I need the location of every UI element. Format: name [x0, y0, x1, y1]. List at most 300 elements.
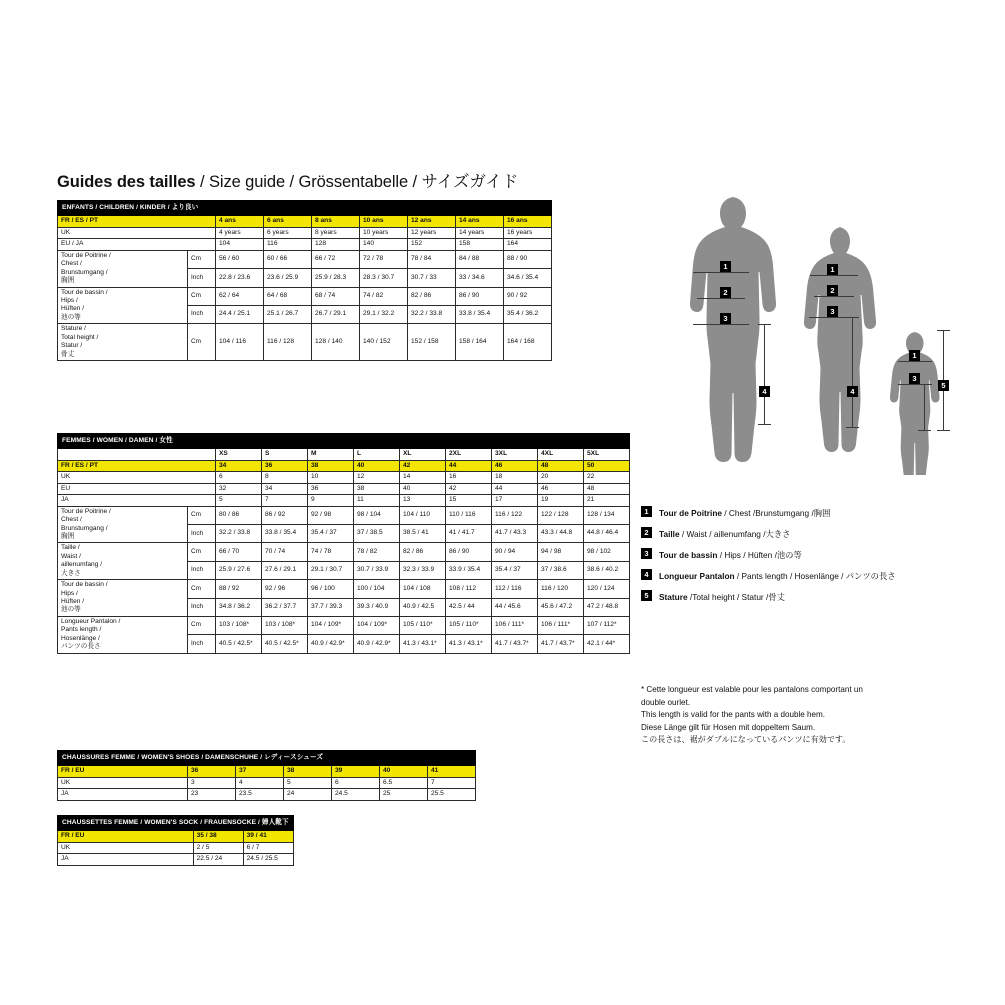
- table-cell: 24.5: [332, 789, 380, 800]
- women-shoes-table-header: [58, 751, 476, 766]
- table-cell: 6: [332, 777, 380, 788]
- table-cell: 45.6 / 47.2: [538, 598, 584, 616]
- table-cell: 33.8 / 35.4: [456, 305, 504, 323]
- table-cell: 25.9 / 28.3: [312, 269, 360, 287]
- table-cell: 50: [584, 460, 630, 471]
- table-cell: 2 / 5: [193, 842, 243, 853]
- table-cell: 62 / 64: [216, 287, 264, 305]
- child-stature-cap-bottom: [937, 430, 950, 431]
- row-label: Longueur Pantalon / Pants length / Hosenlänge / パンツの長さ: [58, 616, 188, 653]
- legend-marker: 1: [641, 506, 652, 517]
- child-stature-cap-top: [937, 330, 950, 331]
- table-cell: 46: [492, 460, 538, 471]
- table-cell: 40: [380, 766, 428, 777]
- table-row: [58, 250, 552, 268]
- row-label: JA: [58, 854, 194, 865]
- table-cell: 23: [188, 789, 236, 800]
- measurement-legend: [641, 505, 971, 610]
- table-cell: 25.5: [428, 789, 476, 800]
- table-cell: 104: [216, 239, 264, 250]
- table-cell: 120 / 124: [584, 580, 630, 598]
- table-cell: 36: [188, 766, 236, 777]
- table-cell: 39.3 / 40.9: [354, 598, 400, 616]
- size-header-spacer: [58, 449, 216, 460]
- women-socks-table-wrapper: [57, 815, 294, 866]
- table-cell: 17: [492, 495, 538, 506]
- table-cell: 16 years: [504, 227, 552, 238]
- women-size-header-row: [58, 449, 630, 460]
- row-label: UK: [58, 227, 216, 238]
- marker-waist-male: 2: [720, 287, 731, 298]
- table-cell: 37: [236, 766, 284, 777]
- table-cell: 140 / 152: [360, 324, 408, 361]
- table-cell: 152 / 158: [408, 324, 456, 361]
- table-cell: 14 years: [456, 227, 504, 238]
- table-cell: 104 / 110: [400, 506, 446, 524]
- table-row: [58, 616, 630, 634]
- table-cell: 10 ans: [360, 216, 408, 227]
- table-row: [58, 460, 630, 471]
- table-cell: 104 / 116: [216, 324, 264, 361]
- table-cell: 30.7 / 33.9: [354, 561, 400, 579]
- table-cell: 116 / 128: [264, 324, 312, 361]
- table-cell: 35 / 38: [193, 831, 243, 842]
- table-cell: 24.5 / 25.5: [243, 854, 293, 865]
- row-label: UK: [58, 777, 188, 788]
- table-cell: 78 / 84: [408, 250, 456, 268]
- table-cell: 40.9 / 42.5: [400, 598, 446, 616]
- table-cell: 34: [216, 460, 262, 471]
- legend-label: Tour de bassin / Hips / Hüften /池の等: [659, 550, 802, 560]
- table-cell: 116 / 120: [538, 580, 584, 598]
- marker-hips-male: 3: [720, 313, 731, 324]
- table-row: [58, 789, 476, 800]
- women-socks-table: [57, 815, 294, 866]
- table-cell: 12 ans: [408, 216, 456, 227]
- table-cell: 42.5 / 44: [446, 598, 492, 616]
- table-cell: 25.1 / 26.7: [264, 305, 312, 323]
- table-cell: 66 / 72: [312, 250, 360, 268]
- table-cell: 80 / 86: [216, 506, 262, 524]
- table-cell: 44 / 45.6: [492, 598, 538, 616]
- table-cell: 16 ans: [504, 216, 552, 227]
- row-label: JA: [58, 789, 188, 800]
- table-cell: 9: [308, 495, 354, 506]
- footnote-line-2: double ourlet.: [641, 697, 691, 707]
- table-cell: 11: [354, 495, 400, 506]
- table-cell: 36.2 / 37.7: [262, 598, 308, 616]
- table-cell: 12 years: [408, 227, 456, 238]
- marker-chest-child: 1: [909, 350, 920, 361]
- child-hips-line: [898, 384, 932, 385]
- table-cell: 22.8 / 23.6: [216, 269, 264, 287]
- row-unit: Inch: [188, 305, 216, 323]
- table-cell: 82 / 86: [400, 543, 446, 561]
- table-cell: 33 / 34.6: [456, 269, 504, 287]
- legend-item: [641, 568, 971, 589]
- table-row: [58, 506, 630, 524]
- table-cell: 5: [216, 495, 262, 506]
- table-cell: 68 / 74: [312, 287, 360, 305]
- table-cell: 84 / 88: [456, 250, 504, 268]
- child-chest-line: [898, 361, 932, 362]
- table-cell: 40.9 / 42.9*: [354, 635, 400, 653]
- table-cell: 42: [446, 483, 492, 494]
- table-cell: 110 / 116: [446, 506, 492, 524]
- table-cell: 56 / 60: [216, 250, 264, 268]
- table-row: [58, 216, 552, 227]
- marker-pants-female: 4: [847, 386, 858, 397]
- table-cell: 40.5 / 42.5*: [262, 635, 308, 653]
- table-cell: 39: [332, 766, 380, 777]
- table-cell: 5: [284, 777, 332, 788]
- table-cell: 48: [584, 483, 630, 494]
- row-unit: Inch: [188, 561, 216, 579]
- size-header-cell: 5XL: [584, 449, 630, 460]
- table-cell: 92 / 96: [262, 580, 308, 598]
- table-cell: 32.3 / 33.9: [400, 561, 446, 579]
- table-cell: 10 years: [360, 227, 408, 238]
- table-cell: 82 / 86: [408, 287, 456, 305]
- table-cell: 8 years: [312, 227, 360, 238]
- children-table-header: [58, 201, 552, 216]
- legend-item: [641, 589, 971, 610]
- women-shoes-table: [57, 750, 476, 801]
- table-cell: 128 / 134: [584, 506, 630, 524]
- table-cell: 7: [428, 777, 476, 788]
- table-cell: 164 / 168: [504, 324, 552, 361]
- table-cell: 21: [584, 495, 630, 506]
- table-cell: 40: [354, 460, 400, 471]
- table-cell: 116: [264, 239, 312, 250]
- row-unit: Inch: [188, 525, 216, 543]
- table-cell: 36: [308, 483, 354, 494]
- legend-label: Taille / Waist / aillenumfang /大きさ: [659, 529, 791, 539]
- table-cell: 41 / 41.7: [446, 525, 492, 543]
- table-cell: 41.3 / 43.1*: [400, 635, 446, 653]
- row-label: Tour de bassin / Hips / Hüften / 池の等: [58, 287, 188, 324]
- row-label: Tour de Poitrine / Chest / Brunstumgang / 胸囲: [58, 506, 188, 543]
- table-cell: 19: [538, 495, 584, 506]
- row-unit: Cm: [188, 250, 216, 268]
- marker-chest-female: 1: [827, 264, 838, 275]
- table-cell: 74 / 82: [360, 287, 408, 305]
- table-cell: 41.7 / 43.7*: [492, 635, 538, 653]
- women-shoes-table-wrapper: [57, 750, 476, 801]
- marker-stature-child: 5: [938, 380, 949, 391]
- legend-item: [641, 505, 971, 526]
- row-label: Tour de Poitrine / Chest / Brunstumgang / 胸囲: [58, 250, 188, 287]
- marker-hips-female: 3: [827, 306, 838, 317]
- table-cell: 23.5: [236, 789, 284, 800]
- table-cell: 48: [538, 460, 584, 471]
- table-cell: 24.4 / 25.1: [216, 305, 264, 323]
- male-pants-cap-top: [758, 324, 771, 325]
- table-cell: 8: [262, 472, 308, 483]
- footnote-line-5: この長さは、裾がダブルになっているパンツに有効です。: [641, 735, 851, 745]
- legend-label: Stature /Total height / Statur /骨丈: [659, 592, 785, 602]
- page-title-rest: / Size guide / Grössentabelle / サイズガイド: [195, 173, 519, 191]
- table-band-label: CHAUSSETTES FEMME / WOMEN'S SOCK / FRAUENSOCKE / 婦人靴下: [58, 816, 294, 831]
- size-header-cell: L: [354, 449, 400, 460]
- row-label: UK: [58, 472, 216, 483]
- table-cell: 38: [284, 766, 332, 777]
- row-label: UK: [58, 842, 194, 853]
- table-cell: 86 / 92: [262, 506, 308, 524]
- table-cell: 42: [400, 460, 446, 471]
- table-row: [58, 287, 552, 305]
- page-title: [57, 168, 518, 192]
- table-cell: 158: [456, 239, 504, 250]
- size-header-cell: 3XL: [492, 449, 538, 460]
- child-pants-cap-bottom: [918, 430, 931, 431]
- table-cell: 28.3 / 30.7: [360, 269, 408, 287]
- table-cell: 37 / 38.5: [354, 525, 400, 543]
- row-label: FR / EU: [58, 831, 194, 842]
- table-row: [58, 831, 294, 842]
- table-cell: 66 / 70: [216, 543, 262, 561]
- table-cell: 14 ans: [456, 216, 504, 227]
- table-cell: 27.6 / 29.1: [262, 561, 308, 579]
- table-cell: 34: [262, 483, 308, 494]
- table-cell: 105 / 110*: [446, 616, 492, 634]
- table-cell: 140: [360, 239, 408, 250]
- table-cell: 32: [216, 483, 262, 494]
- table-cell: 64 / 68: [264, 287, 312, 305]
- table-cell: 26.7 / 29.1: [312, 305, 360, 323]
- table-cell: 6 years: [264, 227, 312, 238]
- table-cell: 112 / 116: [492, 580, 538, 598]
- children-size-table-wrapper: [57, 200, 552, 361]
- table-cell: 88 / 92: [216, 580, 262, 598]
- row-label: FR / ES / PT: [58, 460, 216, 471]
- marker-chest-male: 1: [720, 261, 731, 272]
- table-row: [58, 472, 630, 483]
- row-label: JA: [58, 495, 216, 506]
- table-cell: 44: [446, 460, 492, 471]
- table-cell: 128 / 140: [312, 324, 360, 361]
- table-row: [58, 239, 552, 250]
- row-unit: Cm: [188, 543, 216, 561]
- table-cell: 106 / 111*: [492, 616, 538, 634]
- table-cell: 128: [312, 239, 360, 250]
- table-row: [58, 777, 476, 788]
- size-header-cell: S: [262, 449, 308, 460]
- table-cell: 13: [400, 495, 446, 506]
- table-row: [58, 580, 630, 598]
- table-cell: 3: [188, 777, 236, 788]
- table-cell: 6 ans: [264, 216, 312, 227]
- table-band-label: ENFANTS / CHILDREN / KINDER / より良い: [58, 201, 552, 216]
- table-cell: 60 / 66: [264, 250, 312, 268]
- table-cell: 6 / 7: [243, 842, 293, 853]
- children-size-table: [57, 200, 552, 361]
- table-cell: 44: [492, 483, 538, 494]
- table-band-label: CHAUSSURES FEMME / WOMEN'S SHOES / DAMENSCHUHE / レディースシューズ: [58, 751, 476, 766]
- table-cell: 98 / 102: [584, 543, 630, 561]
- women-socks-table-header: [58, 816, 294, 831]
- child-pants-line: [924, 384, 925, 430]
- table-cell: 38: [308, 460, 354, 471]
- table-cell: 41.7 / 43.3: [492, 525, 538, 543]
- table-cell: 4 ans: [216, 216, 264, 227]
- table-cell: 106 / 111*: [538, 616, 584, 634]
- table-cell: 38.5 / 41: [400, 525, 446, 543]
- footnote-line-4: Diese Länge gilt für Hosen mit doppeltem Saum.: [641, 722, 816, 732]
- male-hips-line: [693, 324, 749, 325]
- table-cell: 20: [538, 472, 584, 483]
- table-cell: 70 / 74: [262, 543, 308, 561]
- footnote-line-1: * Cette longueur est valable pour les pantalons comportant un: [641, 685, 863, 694]
- female-waist-line: [814, 296, 854, 297]
- row-unit: Cm: [188, 506, 216, 524]
- table-cell: 152: [408, 239, 456, 250]
- female-silhouette-icon: [798, 225, 888, 475]
- table-cell: 34.8 / 36.2: [216, 598, 262, 616]
- legend-marker: 4: [641, 569, 652, 580]
- row-label: Stature / Total height / Statur / 骨丈: [58, 324, 188, 361]
- table-cell: 24: [284, 789, 332, 800]
- table-cell: 30.7 / 33: [408, 269, 456, 287]
- table-cell: 12: [354, 472, 400, 483]
- table-cell: 103 / 108*: [216, 616, 262, 634]
- table-cell: 35.4 / 37: [308, 525, 354, 543]
- table-cell: 105 / 110*: [400, 616, 446, 634]
- table-cell: 104 / 109*: [308, 616, 354, 634]
- table-cell: 39 / 41: [243, 831, 293, 842]
- row-unit: Cm: [188, 616, 216, 634]
- table-cell: 8 ans: [312, 216, 360, 227]
- table-cell: 7: [262, 495, 308, 506]
- table-row: [58, 543, 630, 561]
- table-cell: 6: [216, 472, 262, 483]
- table-cell: 36: [262, 460, 308, 471]
- table-cell: 88 / 90: [504, 250, 552, 268]
- table-cell: 32.2 / 33.8: [216, 525, 262, 543]
- table-cell: 92 / 98: [308, 506, 354, 524]
- table-cell: 104 / 108: [400, 580, 446, 598]
- table-cell: 23.6 / 25.9: [264, 269, 312, 287]
- row-label: EU: [58, 483, 216, 494]
- table-cell: 116 / 122: [492, 506, 538, 524]
- row-label: FR / EU: [58, 766, 188, 777]
- legend-marker: 5: [641, 590, 652, 601]
- table-cell: 18: [492, 472, 538, 483]
- table-cell: 32.2 / 33.8: [408, 305, 456, 323]
- female-pants-cap-top: [846, 317, 859, 318]
- marker-pants-male: 4: [759, 386, 770, 397]
- table-row: [58, 766, 476, 777]
- legend-item: [641, 526, 971, 547]
- table-row: [58, 227, 552, 238]
- table-cell: 34.6 / 35.4: [504, 269, 552, 287]
- table-row: [58, 324, 552, 361]
- row-unit: Inch: [188, 598, 216, 616]
- male-waist-line: [697, 298, 745, 299]
- women-table-header: [58, 434, 630, 449]
- table-cell: 41: [428, 766, 476, 777]
- table-cell: 90 / 94: [492, 543, 538, 561]
- size-header-cell: XS: [216, 449, 262, 460]
- table-cell: 122 / 128: [538, 506, 584, 524]
- table-cell: 164: [504, 239, 552, 250]
- row-label: Tour de bassin / Hips / Hüften / 池の等: [58, 580, 188, 617]
- row-unit: Inch: [188, 269, 216, 287]
- size-header-cell: M: [308, 449, 354, 460]
- women-size-table-wrapper: [57, 433, 630, 654]
- table-cell: 96 / 100: [308, 580, 354, 598]
- table-cell: 29.1 / 32.2: [360, 305, 408, 323]
- women-size-table: [57, 433, 630, 654]
- table-cell: 107 / 112*: [584, 616, 630, 634]
- male-chest-line: [693, 272, 749, 273]
- table-cell: 33.9 / 35.4: [446, 561, 492, 579]
- table-cell: 15: [446, 495, 492, 506]
- table-cell: 72 / 78: [360, 250, 408, 268]
- table-cell: 35.4 / 37: [492, 561, 538, 579]
- row-unit: Cm: [188, 580, 216, 598]
- row-unit: Cm: [188, 324, 216, 361]
- row-label: Taille / Waist / aillenumfang / 大きさ: [58, 543, 188, 580]
- table-cell: 14: [400, 472, 446, 483]
- table-row: [58, 854, 294, 865]
- legend-label: Tour de Poitrine / Chest /Brunstumgang /胸囲: [659, 508, 831, 518]
- table-cell: 86 / 90: [456, 287, 504, 305]
- table-cell: 94 / 98: [538, 543, 584, 561]
- table-cell: 46: [538, 483, 584, 494]
- table-cell: 40.5 / 42.5*: [216, 635, 262, 653]
- table-cell: 35.4 / 36.2: [504, 305, 552, 323]
- size-header-cell: 2XL: [446, 449, 492, 460]
- row-label: EU / JA: [58, 239, 216, 250]
- table-cell: 90 / 92: [504, 287, 552, 305]
- table-cell: 6.5: [380, 777, 428, 788]
- male-silhouette-icon: [680, 195, 790, 475]
- table-cell: 38: [354, 483, 400, 494]
- table-cell: 43.3 / 44.8: [538, 525, 584, 543]
- table-band-label: FEMMES / WOMEN / DAMEN / 女性: [58, 434, 630, 449]
- table-cell: 25: [380, 789, 428, 800]
- table-cell: 74 / 78: [308, 543, 354, 561]
- female-chest-line: [810, 275, 858, 276]
- table-cell: 25.9 / 27.6: [216, 561, 262, 579]
- marker-hips-child: 3: [909, 373, 920, 384]
- footnote-line-3: This length is valid for the pants with a double hem.: [641, 710, 826, 720]
- legend-label: Longueur Pantalon / Pants length / Hosenlänge / パンツの長さ: [659, 571, 896, 581]
- row-unit: Inch: [188, 635, 216, 653]
- body-measurement-figures: [660, 180, 960, 480]
- female-pants-cap-bottom: [846, 427, 859, 428]
- legend-marker: 3: [641, 548, 652, 559]
- table-cell: 41.7 / 43.7*: [538, 635, 584, 653]
- table-cell: 100 / 104: [354, 580, 400, 598]
- size-header-cell: XL: [400, 449, 446, 460]
- table-cell: 44.8 / 46.4: [584, 525, 630, 543]
- footnote: [641, 684, 981, 747]
- table-cell: 158 / 164: [456, 324, 504, 361]
- table-cell: 38.6 / 40.2: [584, 561, 630, 579]
- row-label: FR / ES / PT: [58, 216, 216, 227]
- legend-marker: 2: [641, 527, 652, 538]
- male-pants-cap-bottom: [758, 424, 771, 425]
- table-cell: 47.2 / 48.8: [584, 598, 630, 616]
- marker-waist-female: 2: [827, 285, 838, 296]
- table-cell: 29.1 / 30.7: [308, 561, 354, 579]
- table-cell: 37 / 38.6: [538, 561, 584, 579]
- table-cell: 40: [400, 483, 446, 494]
- table-row: [58, 483, 630, 494]
- table-cell: 104 / 109*: [354, 616, 400, 634]
